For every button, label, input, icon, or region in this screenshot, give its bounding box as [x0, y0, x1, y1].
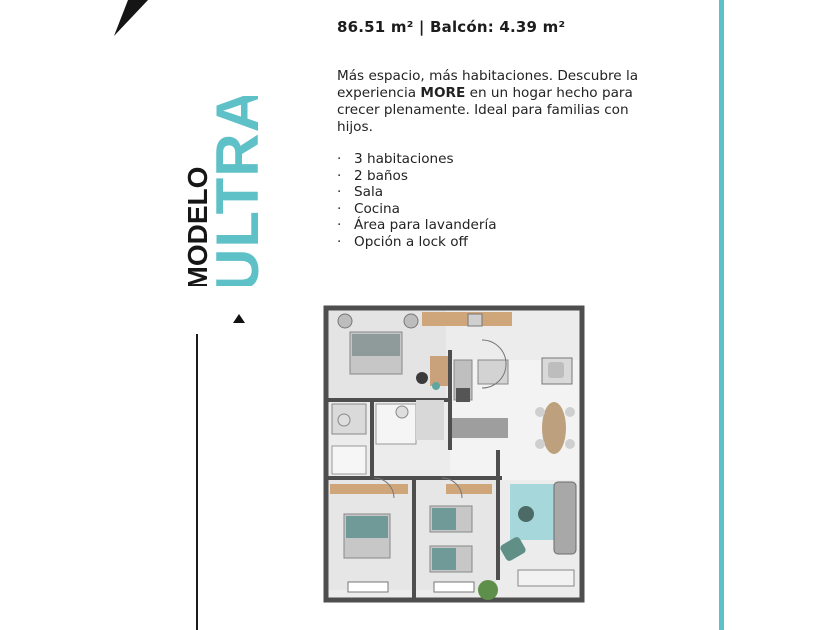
feature-list: [337, 151, 497, 251]
description-part2: en un hogar hecho para crecer plenamente. Ideal para familias con hijos.: [337, 85, 633, 135]
floor-plan-image: [318, 300, 594, 606]
bullet-icon: ·: [337, 217, 342, 234]
bullet-icon: ·: [337, 167, 342, 184]
model-name: ULTRA: [204, 96, 266, 286]
description: [337, 68, 657, 136]
bullet-icon: ·: [337, 184, 342, 201]
list-item: · 2 baños: [337, 167, 408, 184]
left-vertical-line: [196, 334, 198, 630]
bullet-icon: ·: [337, 233, 342, 250]
list-item: · Sala: [337, 184, 384, 201]
description-part1: Más espacio, más habitaciones. Descubre la experiencia: [337, 68, 639, 101]
brand-name: MORE: [420, 85, 466, 101]
area-heading: 86.51 m² | Balcón: 4.39 m²: [337, 18, 566, 36]
list-item: · Área para lavandería: [337, 217, 497, 234]
list-item: · Opción a lock off: [337, 233, 468, 250]
triangle-up-icon: [233, 314, 245, 323]
corner-triangle-icon: [0, 0, 150, 40]
bullet-icon: ·: [337, 151, 342, 167]
model-prefix: MODELO: [182, 166, 213, 286]
bullet-icon: ·: [337, 200, 342, 217]
accent-vertical-line: [719, 0, 724, 630]
list-item: · Cocina: [337, 200, 401, 217]
model-title: [180, 96, 266, 286]
list-item: · 3 habitaciones: [337, 151, 454, 167]
